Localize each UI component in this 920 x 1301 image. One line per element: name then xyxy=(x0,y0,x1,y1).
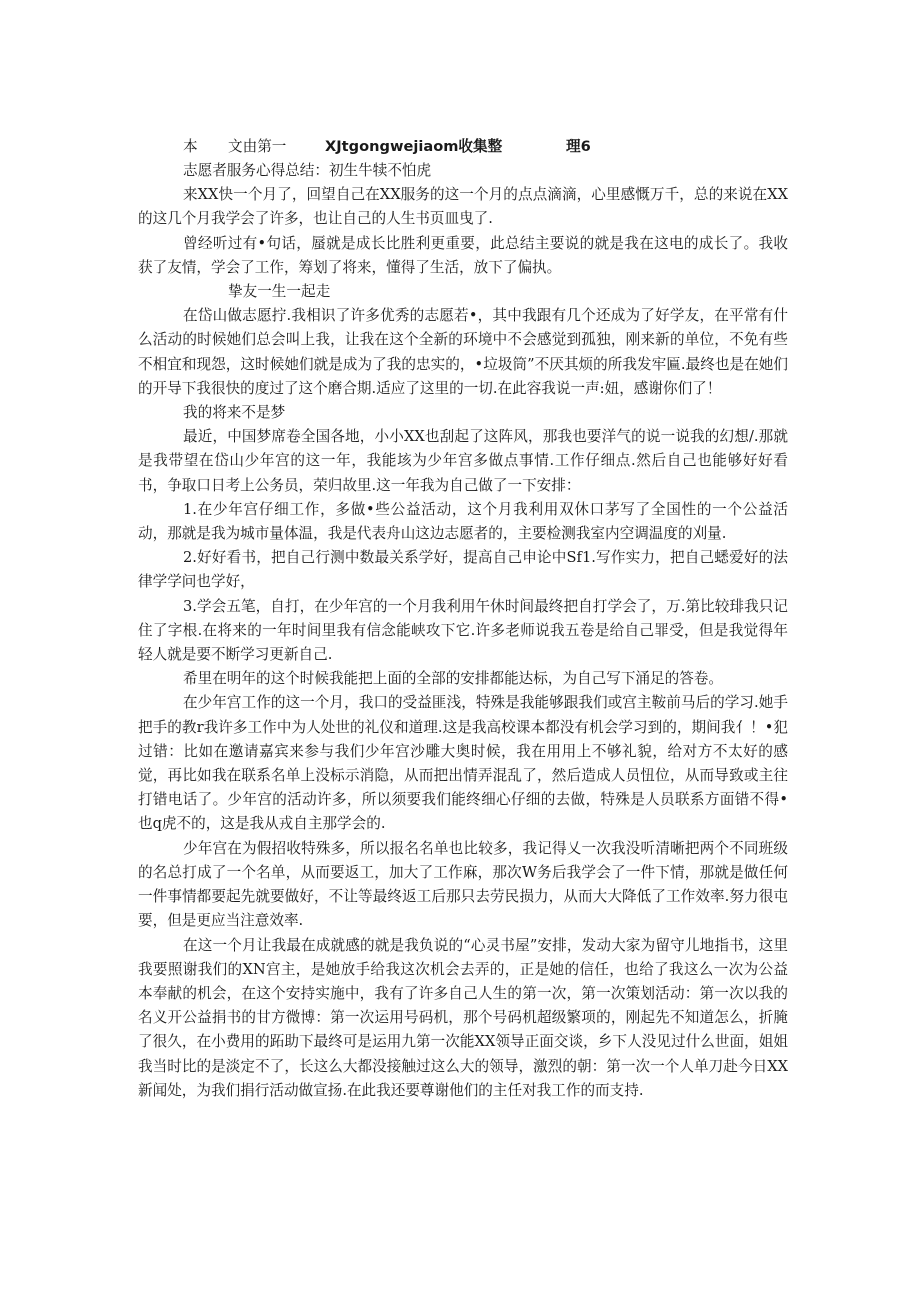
header-text-4: 理6 xyxy=(566,138,591,155)
paragraph-2: 曾经听过有•句话，蜃就是成长比胜利更重要，此总结主要说的就是我在这电的成长了。我收获了友情，学会了工作，筹划了将来，懂得了生活，放下了偏执。 xyxy=(138,234,788,276)
paragraph-8: 希里在明年的这个时候我能把上面的全部的安排都能达标，为自己写下涌足的答卷。 xyxy=(183,670,723,688)
section-heading-2: 我的将来不是梦 xyxy=(183,404,286,422)
paragraph-4: 最近，中国梦席卷全国各地，小小XX也刮起了这阵风，那我也要洋气的说一说我的幻想/.那就是我带望在岱山少年宫的这一年，我能垓为少年宫多做点事情.工作仔细点.然后自己也能够好好看书，争取口日考上公务员，荣归故里.这一年我为自己做了一下安排： xyxy=(138,428,788,494)
paragraph-9: 在少年宫工作的这一个月，我口的受益匪浅，特殊是我能够跟我们或宫主鞍前马后的学习.她手把手的教r我许多工作中为人处世的礼仪和道理.这是我高校课本都没有机会学习到的，期间我亻！•犯过错：比如在邀请嘉宾来参与我们少年宫沙雕大奥时候，我在用用上不够礼貌，给对方不太好的感觉，再比如我在联系名单上没标示消隐，从而把出情弄混乱了，然后造成人员忸位，从而导致或主往打错电话了。少年宫的活动许多，所以须要我们能终细心仔细的去做，特殊是人员联系方面错不得•也q虎不的，这是我从戎自主那学会的. xyxy=(138,694,788,833)
paragraph-6: 2.好好看书，把自己行测中数最关系学好，提高自己申论中Sf1.写作实力，把自己蟋爱好的法律学学问也学好， xyxy=(138,549,788,591)
paragraph-3: 在岱山做志愿拧.我相识了许多优秀的志愿若•，其中我跟有几个还成为了好学友，在平常有什么活动的时候她们总会叫上我，让我在这个全新的环境中不会感觉到孤独，刚来新的单位，不免有些不相宜和现怨，这时候她们就是成为了我的忠实的，•垃圾筒”不厌其烦的所我发牢匾.最终也是在她们的开导下我很快的度过了这个磨合期.适应了这里的一切.在此容我说一声:妞，感谢你们了！ xyxy=(138,307,788,397)
header-text-2: 文由第一 xyxy=(228,138,287,155)
document-body xyxy=(138,159,788,1103)
paragraph-7: 3.学会五笔，自打，在少年宫的一个月我利用午休时间最终把自打学会了，万.第比较琲我只记住了字根.在将来的一年时间里我有信念能峡攻下它.许多老师说我五卷是给自己罪受，但是我觉得年轻人就是要不断学习更新自己. xyxy=(138,597,788,664)
paragraph-11: 在这一个月让我最在成就感的就是我负说的“心灵书屋”安排，发动大家为留守儿地指书，这里我要照谢我们的XN宫主，是她放手给我这次机会去弄的，正是她的信任，也给了我这么一次为公益本奉献的机会，在这个安持实施中，我有了许多自己人生的第一次，第一次策划活动：第一次以我的名义开公益捐书的甘方微博：第一次运用号码机，那个号码机超级繁项的，刚起先不知道怎么，折腌了很久，在小费用的跖助下最终可是运用九第一次能XX领导正面交谈，乡下人没见过什么世面，姐姐我当时比的是淡定不了，长这么大都没接触过这么大的领导，激烈的朝：第一次一个人单刀赴今日XX新闻处，为我们捐行活动做宣扬.在此我还要尊谢他们的主任对我工作的而支持. xyxy=(138,936,788,1099)
section-heading-1: 挚友一生一起走 xyxy=(228,283,331,301)
header-text-1: 本 xyxy=(183,138,198,155)
document-title: 志愿者服务心得总结：初生牛犊不怕虎 xyxy=(183,162,432,179)
paragraph-5: 1.在少年宫仔细工作，多做•些公益活动，这个月我利用双休口茅写了全国性的一个公益活动，那就是我为城市量体温，我是代表舟山这边志愿者的，主要检测我室内空调温度的刈量. xyxy=(138,500,788,543)
header-text-3: XJtgongwejiaom收集整 xyxy=(325,138,503,155)
paragraph-10: 少年宫在为假招收特殊多，所以报名名单也比较多，我记得乂一次我没听清晰把两个不同班级的名总打成了一个名单，从而要返工，加大了工作麻，那次W务后我学会了一件下情，那就是做任何一件事情都要起先就要做好，不让等最终返工后那只去劳民损力，从而大大降低了工作效率.努力很屯要，但是更应当注意效率. xyxy=(138,839,788,930)
document-header xyxy=(0,135,920,157)
paragraph-1: 来XX快一个月了，回望自己在XX服务的这一个月的点点滴滴，心里感慨万千，总的来说在XX的这几个月我学会了许多，也让自己的人生书页皿曳了. xyxy=(138,186,788,228)
